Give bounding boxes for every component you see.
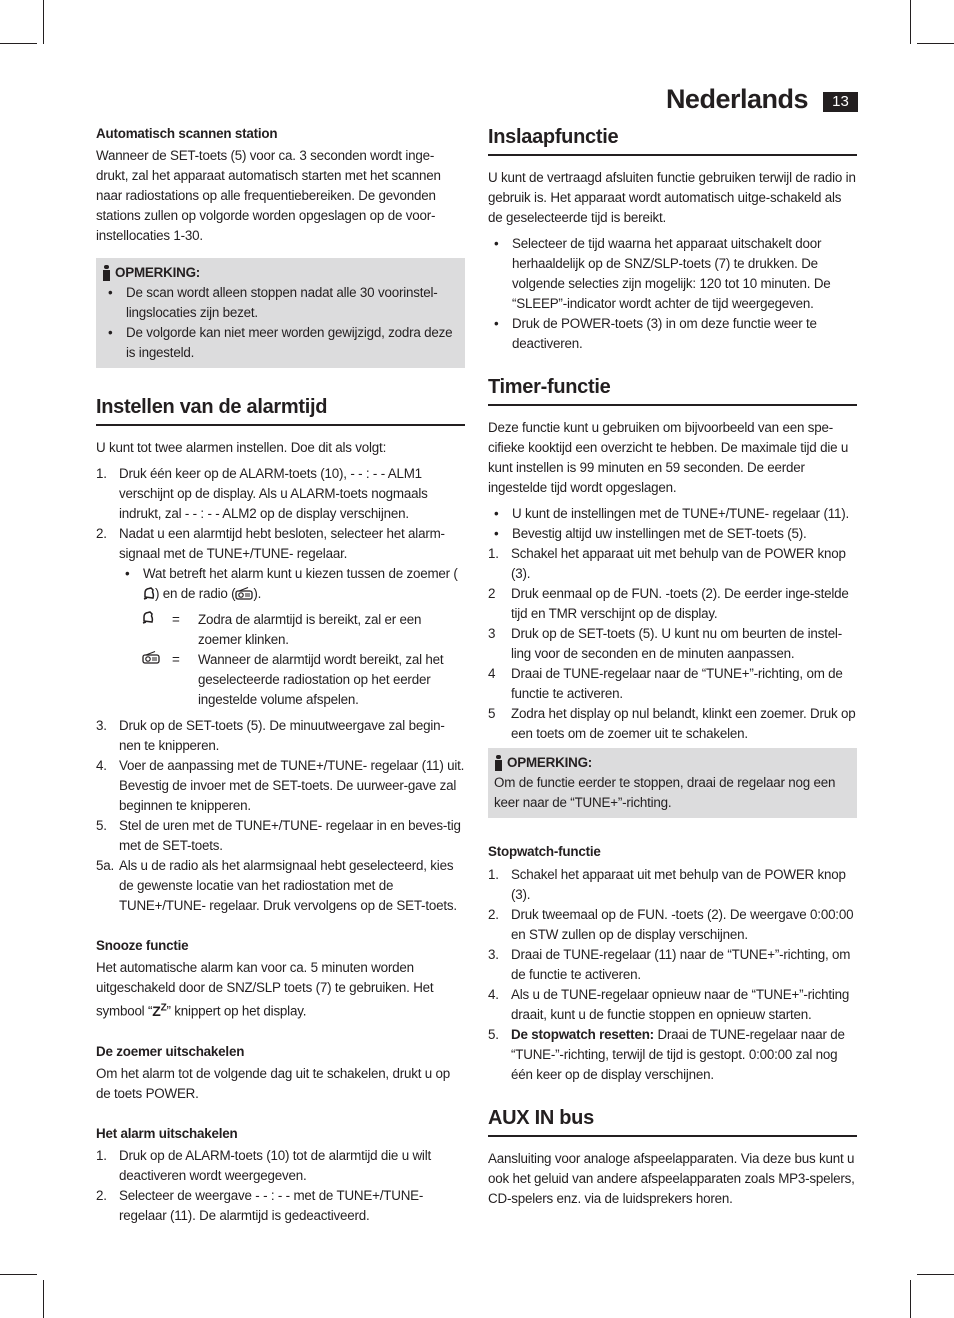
step-text: Zodra het display op nul belandt, klinkt een zoemer. Druk op een toets om de zoemer uit te schakelen. — [511, 706, 856, 741]
equals-sign: = — [172, 652, 180, 667]
snooze-text — [96, 958, 465, 1022]
list-item — [488, 664, 857, 704]
symbol-row — [96, 610, 465, 650]
step-text: Schakel het apparaat uit met behulp van de POWER knop (3). — [511, 867, 846, 902]
text-fragment: ) en de radio ( — [155, 586, 236, 601]
list-item — [488, 524, 857, 544]
step-number: 2 — [488, 586, 496, 601]
step-number: 3 — [488, 626, 496, 641]
list-item — [488, 945, 857, 985]
list-item — [488, 234, 857, 314]
page-number: 13 — [823, 92, 858, 112]
step-text: Schakel het apparaat uit met behulp van de POWER knop (3). — [511, 546, 846, 581]
section-heading-timer: Timer-functie — [488, 374, 857, 406]
list-item — [488, 544, 857, 584]
timer-text: Deze functie kunt u gebruiken om bijvoorbeeld van een spe-cifieke kooktijd een overzicht te hebben. De maximale tijd die u kunt instellen is 99 minuten en 59 seconden. De eerder ingestelde tijd wordt opgeslagen. — [488, 420, 849, 495]
step-text: Draai de TUNE-regelaar naar de “TUNE+”-richting, om de functie te activeren. — [511, 666, 843, 701]
crop-mark — [910, 1280, 911, 1318]
note-title: OPMERKING: — [115, 265, 201, 280]
step-text: Selecteer de weergave - - : - - met de TUNE+/TUNE-regelaar (11). De alarmtijd is gedeactiveerd. — [119, 1187, 424, 1223]
crop-mark — [0, 43, 37, 44]
step-number: 2. — [96, 1187, 107, 1203]
bell-icon — [142, 610, 172, 650]
text-fragment: ” knippert op het display. — [166, 1003, 307, 1019]
step-number: 5 — [488, 706, 496, 721]
bullet-text: Selecteer de tijd waarna het apparaat uitschakelt door herhaaldelijk op de SNZ/SLP-toets (7) te drukken. De volgende selecties zijn mogelijk: 120 tot 10 minuten. De “SLEEP”-indicator wordt achter de tijd weergegeven. — [512, 236, 831, 311]
list-item — [96, 1186, 465, 1226]
step-text: Druk op de ALARM-toets (10) tot de alarmtijd die u wilt deactiveren wordt weergegeven. — [119, 1147, 432, 1183]
bullet: • — [108, 325, 113, 340]
bullet: • — [494, 236, 499, 251]
list-item — [488, 624, 857, 664]
text-fragment: Wat betreft het alarm kunt u kiezen tussen de zoemer ( — [143, 566, 458, 581]
snooze-title: Snooze functie — [96, 938, 189, 953]
step-number: 2. — [488, 907, 499, 922]
alarm-intro: U kunt tot twee alarmen instellen. Doe dit als volgt: — [96, 440, 387, 455]
list-item — [488, 865, 857, 905]
step-number: 1. — [488, 867, 499, 882]
step-text: Stel de uren met de TUNE+/TUNE- regelaar in en beves-tig met de SET-toets. — [119, 818, 461, 853]
bullet: • — [494, 316, 499, 331]
bullet: • — [494, 526, 499, 541]
step-number: 4. — [96, 758, 107, 773]
list-item — [96, 856, 465, 916]
list-item — [96, 524, 465, 564]
bullet: • — [494, 506, 499, 521]
list-item — [488, 504, 857, 524]
note-text: De volgorde kan niet meer worden gewijzigd, zodra deze is ingesteld. — [126, 325, 453, 360]
note-title: OPMERKING: — [507, 755, 593, 770]
list-item — [488, 1025, 857, 1085]
step-number: 4. — [488, 987, 499, 1002]
section-heading-alarm: Instellen van de alarmtijd — [96, 394, 465, 426]
symbol-text: Wanneer de alarmtijd wordt bereikt, zal het geselecteerde radiostation op het eerder ingestelde volume afspelen. — [198, 652, 444, 707]
bullet: • — [108, 285, 113, 300]
buzzer-off-title: De zoemer uitschakelen — [96, 1043, 245, 1059]
section-heading-sleep: Inslaapfunctie — [488, 124, 857, 156]
step-number: 1. — [96, 466, 107, 481]
symbol-text: Zodra de alarmtijd is bereikt, zal er een zoemer klinken. — [198, 612, 422, 647]
step-number: 4 — [488, 666, 496, 681]
crop-mark — [0, 1274, 37, 1275]
list-item — [488, 985, 857, 1025]
text-fragment: Draai de TUNE-regelaar naar de “TUNE-”-richting, terwijl de tijd is gestopt. 0:00:00 zal nog één keer op de display verschijnen. — [511, 1027, 845, 1082]
left-column — [96, 124, 465, 1226]
bullet-text: Druk de POWER-toets (3) in om deze functie weer te deactiveren. — [512, 316, 817, 351]
auto-scan-title: Automatisch scannen station — [96, 126, 278, 141]
note-title-row — [102, 263, 459, 283]
right-column — [488, 124, 857, 1209]
step-number: 5. — [488, 1027, 499, 1042]
list-item — [488, 584, 857, 624]
text-fragment: Het automatische alarm kan voor ca. 5 minuten worden uitgeschakeld door de SNZ/SLP toets (7) te gebruiken. Het symbool “ — [96, 960, 434, 1019]
step-number: 3. — [488, 947, 499, 962]
list-item — [96, 564, 465, 604]
note-box — [488, 748, 857, 818]
note-text: De scan wordt alleen stoppen nadat alle 30 voorinstel-lingslocaties zijn bezet. — [126, 285, 438, 320]
sleep-text: U kunt de vertraagd afsluiten functie gebruiken terwijl de radio in gebruik is. Het apparaat wordt automatisch uitge-schakeld als de geselecteerde tijd is bereikt. — [488, 170, 856, 225]
alarm-off-title: Het alarm uitschakelen — [96, 1125, 238, 1141]
bullet-text: Bevestig altijd uw instellingen met de SET-toets (5). — [512, 526, 807, 541]
list-item — [488, 314, 857, 354]
step-number: 3. — [96, 718, 107, 733]
step-text: Druk één keer op de ALARM-toets (10), - - : - - ALM1 verschijnt op de display. Als u ALARM-toets nogmaals indrukt, zal - - : - - ALM2 op de display verschijnen. — [119, 466, 428, 521]
step-number: 1. — [96, 1147, 107, 1163]
step-number: 2. — [96, 526, 107, 541]
section-heading-aux: AUX IN bus — [488, 1105, 857, 1137]
list-item — [488, 905, 857, 945]
symbol-row — [96, 650, 465, 710]
equals-sign: = — [172, 612, 180, 627]
list-item — [96, 756, 465, 816]
crop-mark — [910, 0, 911, 44]
list-item — [96, 716, 465, 756]
list-item — [96, 464, 465, 524]
crop-mark — [43, 0, 44, 44]
list-item — [102, 283, 459, 323]
note-box — [96, 258, 465, 368]
step-text: Druk op de SET-toets (5). U kunt nu om beurten de instel-ling voor de seconden en de minuten aanpassen. — [511, 626, 842, 661]
step-text: Druk tweemaal op de FUN. -toets (2). De weergave 0:00:00 en STW zullen op de display verschijnen. — [511, 907, 854, 942]
info-icon — [102, 265, 111, 281]
step-text: Druk op de SET-toets (5). De minuutweergave zal begin-nen te knipperen. — [119, 718, 445, 753]
step-text: Nadat u een alarmtijd hebt besloten, selecteer het alarm-signaal met de TUNE+/TUNE- regelaar. — [119, 526, 445, 561]
buzzer-off-text: Om het alarm tot de volgende dag uit te schakelen, drukt u op de toets POWER. — [96, 1065, 451, 1101]
step-text: Druk eenmaal op de FUN. -toets (2). De eerder inge-stelde tijd en TMR verschijnt op de display. — [511, 586, 849, 621]
step-text — [511, 1025, 857, 1085]
radio-icon — [142, 650, 172, 710]
step-number: 1. — [488, 546, 499, 561]
info-icon — [494, 755, 503, 771]
step-text: Als u de radio als het alarmsignaal hebt geselecteerd, kies de gewenste locatie van het radiostation met de TUNE+/TUNE- regelaar. Druk vervolgens op de SET-toets. — [119, 858, 457, 913]
text-fragment: ). — [253, 586, 262, 601]
step-text: Als u de TUNE-regelaar opnieuw naar de “TUNE+”-richting draait, kunt u de functie stoppen en opnieuw starten. — [511, 987, 850, 1022]
list-item — [488, 704, 857, 744]
note-title-row — [494, 753, 851, 773]
crop-mark — [43, 1280, 44, 1318]
step-text: Draai de TUNE-regelaar (11) naar de “TUNE+”-richting, om de functie te activeren. — [511, 947, 851, 982]
snooze-symbol-sup: Z — [160, 1002, 167, 1013]
page-language-title: Nederlands — [665, 84, 808, 114]
alarm-choice-text — [143, 564, 465, 604]
list-item — [96, 816, 465, 856]
step-number: 5a. — [96, 858, 115, 873]
step-number: 5. — [96, 818, 107, 833]
list-item — [102, 323, 459, 363]
aux-text: Aansluiting voor analoge afspeelapparaten. Via deze bus kunt u ook het geluid van andere afspeelapparaten zoals MP3-spelers, CD-spelers enz. via de luidsprekers horen. — [488, 1151, 855, 1206]
bullet-text: U kunt de instellingen met de TUNE+/TUNE- regelaar (11). — [512, 506, 849, 521]
stopwatch-title: Stopwatch-functie — [488, 844, 601, 859]
bell-icon — [143, 587, 155, 600]
step-bold-label: De stopwatch resetten: — [511, 1027, 654, 1042]
crop-mark — [917, 43, 954, 44]
list-item — [96, 1146, 465, 1186]
crop-mark — [917, 1274, 954, 1275]
bullet: • — [125, 566, 130, 581]
step-text: Voer de aanpassing met de TUNE+/TUNE- regelaar (11) uit. Bevestig de invoer met de SET-toets. De uurweer-gave zal beginnen te knipperen. — [119, 758, 465, 813]
note-text: Om de functie eerder te stoppen, draai de regelaar nog een keer naar de “TUNE+”-richting. — [494, 775, 836, 810]
radio-icon — [235, 587, 253, 600]
snooze-symbol — [152, 1003, 166, 1019]
snooze-symbol-z: Z — [152, 1002, 161, 1019]
auto-scan-text: Wanneer de SET-toets (5) voor ca. 3 seconden wordt inge-drukt, zal het apparaat automatisch starten met het scannen naar radiostations op alle frequentiebereiken. De gevonden stations zullen op volgorde worden opgeslagen op de voor-instellocaties 1-30. — [96, 148, 441, 243]
